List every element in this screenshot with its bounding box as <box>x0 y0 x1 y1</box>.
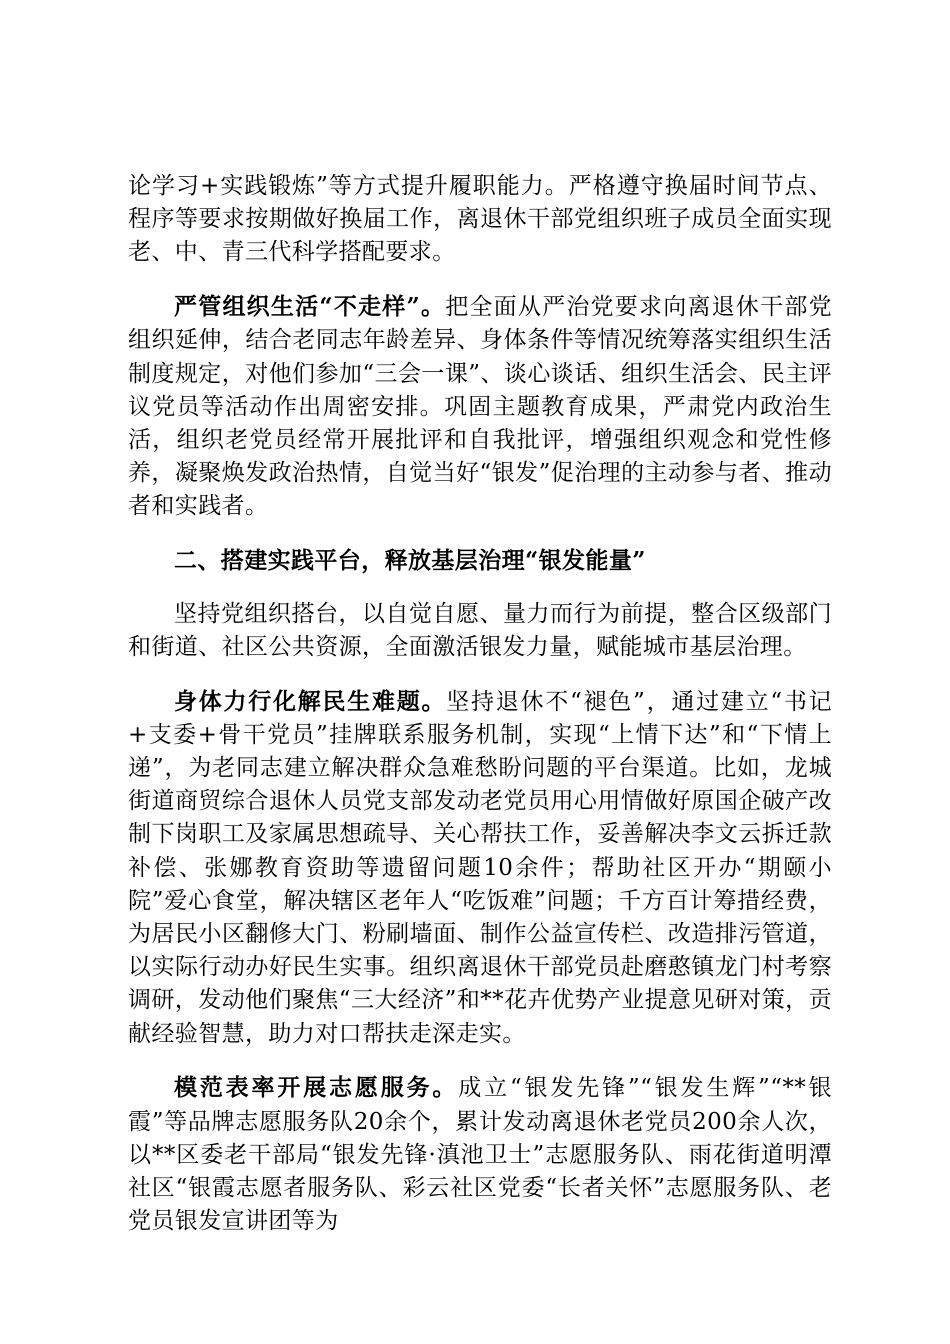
paragraph-continued <box>128 170 832 270</box>
paragraph-text: 把全面从严治党要求向离退休干部党组织延伸，结合老同志年龄差异、身体条件等情况统筹落实组织生活制度规定，对他们参加“三会一课”、谈心谈话、组织生活会、民主评议党员等活动作出周密安排。巩固主题教育成果，严肃党内政治生活，组织老党员经常开展批评和自我批评，增强组织观念和党性修养，凝聚焕发政治热情，自觉当好“银发”促治理的主动参与者、推动者和实践者。 <box>128 294 832 520</box>
paragraph-text: 坚持党组织搭台，以自觉自愿、量力而行为前提，整合区级部门和街道、社区公共资源，全面激活银发力量，赋能城市基层治理。 <box>128 600 832 660</box>
paragraph-lead: 身体力行化解民生难题。 <box>174 687 447 715</box>
section-heading: 二、搭建实践平台，释放基层治理“银发能量” <box>174 547 646 575</box>
document-page <box>128 170 832 1259</box>
paragraph-volunteer <box>128 1071 832 1238</box>
paragraph-lead: 模范表率开展志愿服务。 <box>174 1074 459 1102</box>
paragraph-lead: 严管组织生活“不走样”。 <box>174 293 446 321</box>
paragraph-text: 论学习+实践锻炼”等方式提升履职能力。严格遵守换届时间节点、程序等要求按期做好换届工作，离退休干部党组织班子成员全面实现老、中、青三代科学搭配要求。 <box>128 173 832 266</box>
paragraph-text: 成立“银发先锋”“银发生辉”“**银霞”等品牌志愿服务队20余个，累计发动离退休老党员200余人次，以**区委老干部局“银发先锋·滇池卫士”志愿服务队、雨花街道明潭社区“银霞志愿者服务队、彩云社区党委“长者关怀”志愿服务队、老党员银发宣讲团等为 <box>128 1075 832 1235</box>
paragraph-intro <box>128 598 832 664</box>
paragraph-livelihood <box>128 685 832 1051</box>
paragraph-text: 坚持退休不“褪色”，通过建立“书记+支委+骨干党员”挂牌联系服务机制，实现“上情下达”和“下情上递”，为老同志建立解决群众急难愁盼问题的平台渠道。比如，龙城街道商贸综合退休人员党支部发动老党员用心用情做好原国企破产改制下岗职工及家属思想疏导、关心帮扶工作，妥善解决李文云拆迁款补偿、张娜教育资助等遗留问题10余件；帮助社区开办“期颐小院”爱心食堂，解决辖区老年人“吃饭难”问题；千方百计筹措经费，为居民小区翻修大门、粉刷墙面、制作公益宣传栏、改造排污管道，以实际行动办好民生实事。组织离退休干部党员赴磨憨镇龙门村考察调研，发动他们聚焦“三大经济”和**花卉优势产业提意见研对策，贡献经验智慧，助力对口帮扶走深走实。 <box>128 688 832 1047</box>
paragraph-organization-life <box>128 290 832 523</box>
